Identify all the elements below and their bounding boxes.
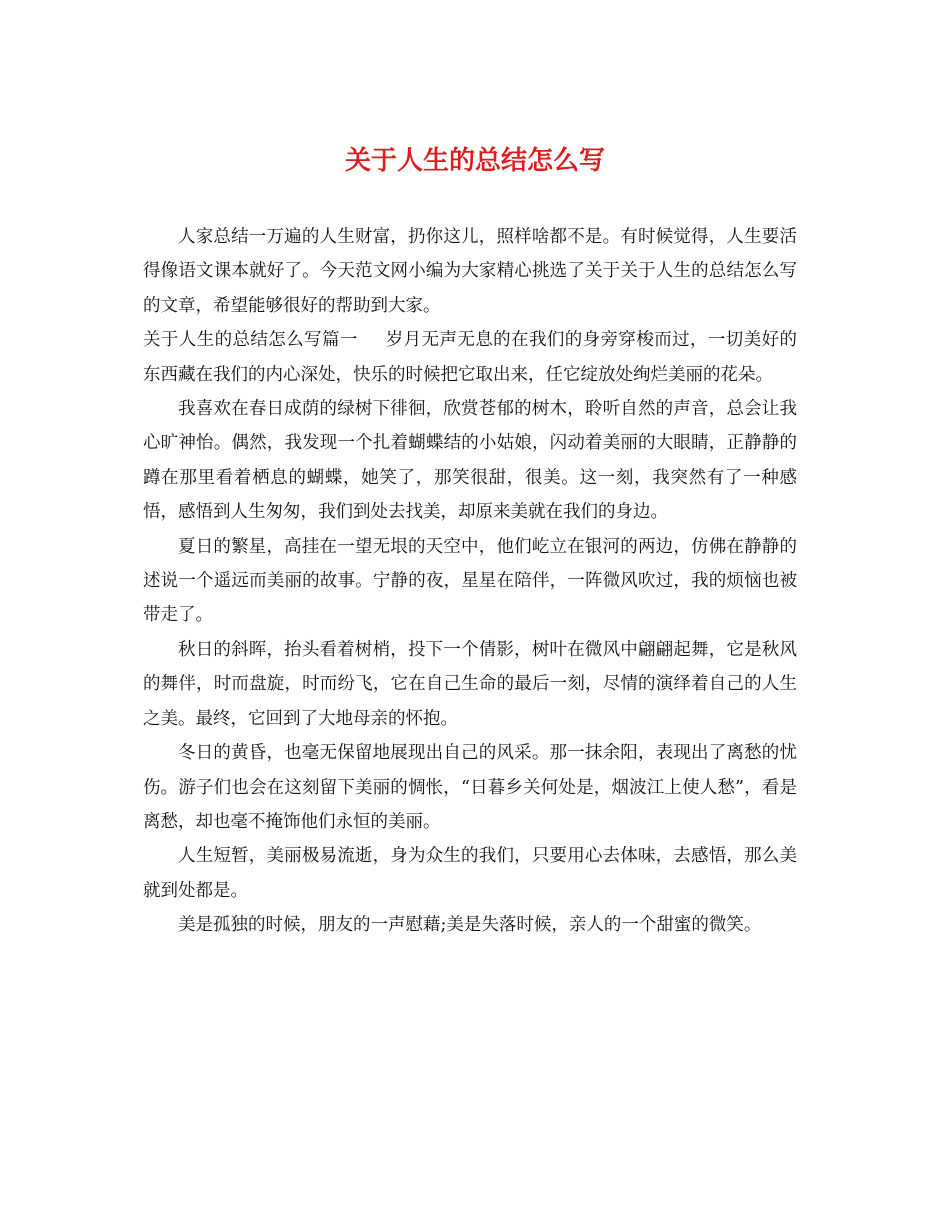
- paragraph-beauty: 美是孤独的时候，朋友的一声慰藉;美是失落时候，亲人的一个甜蜜的微笑。: [178, 915, 762, 936]
- intro-paragraph: 人家总结一万遍的人生财富，扔你这儿，照样啥都不是。有时候觉得，人生要活得像语文课本就好了。今天范文网小编为大家精心挑选了关于关于人生的总结怎么写的文章，希望能够很好的帮助到大家。: [143, 227, 797, 316]
- section-first-paragraph: [143, 323, 797, 392]
- paragraph-summer: 夏日的繁星，高挂在一望无垠的天空中，他们屹立在银河的两边，仿佛在静静的述说一个遥远而美丽的故事。宁静的夜，星星在陪伴，一阵微风吹过，我的烦恼也被带走了。: [143, 536, 797, 626]
- section-heading: 关于人生的总结怎么写篇一: [143, 330, 358, 351]
- section-first-text: 岁月无声无息的在我们的身旁穿梭而过，一切美好的东西藏在我们的内心深处，快乐的时候把它取出来，任它绽放处绚烂美丽的花朵。: [143, 330, 797, 385]
- paragraph-winter: 冬日的黄昏，也毫无保留地展现出自己的风采。那一抹余阳，表现出了离愁的忧伤。游子们也会在这刻留下美丽的惆怅，“日暮乡关何处是，烟波江上使人愁”，看是离愁，却也毫不掩饰他们永恒的美丽。: [143, 743, 797, 832]
- document-body: [143, 220, 797, 943]
- document-title: 关于人生的总结怎么写: [344, 146, 605, 176]
- paragraph-spring: 我喜欢在春日成荫的绿树下徘徊，欣赏苍郁的树木，聆听自然的声音，总会让我心旷神怡。偶然，我发现一个扎着蝴蝶结的小姑娘，闪动着美丽的大眼睛，正静静的蹲在那里看着栖息的蝴蝶，她笑了，那笑很甜，很美。这一刻，我突然有了一种感悟，感悟到人生匆匆，我们到处去找美，却原来美就在我们的身边。: [143, 399, 797, 523]
- paragraph-autumn: 秋日的斜晖，抬头看着树梢，投下一个倩影，树叶在微风中翩翩起舞，它是秋风的舞伴，时而盘旋，时而纷飞，它在自己生命的最后一刻，尽情的演绎着自己的人生之美。最终，它回到了大地母亲的怀抱。: [143, 639, 797, 729]
- paragraph-life-short: 人生短暂，美丽极易流逝，身为众生的我们，只要用心去体味，去感悟，那么美就到处都是。: [143, 846, 797, 901]
